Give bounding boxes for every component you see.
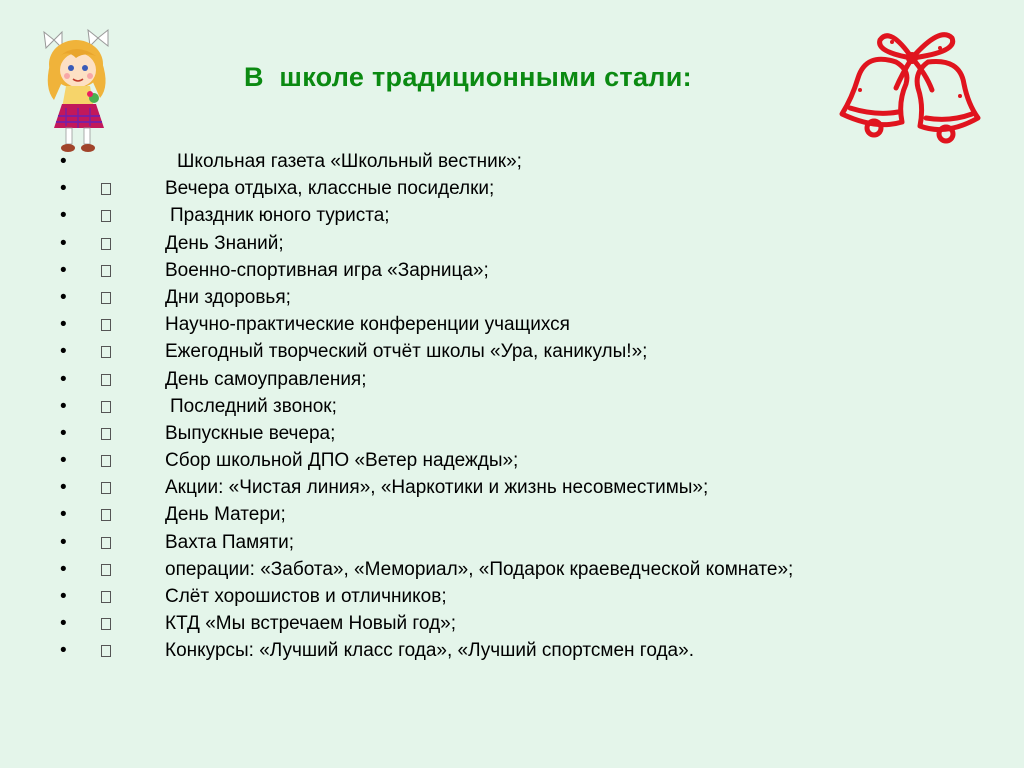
list-item: [0, 311, 1024, 338]
list-item: [0, 583, 1024, 610]
list-item-text: Ежегодный творческий отчёт школы «Ура, каникулы!»;: [165, 341, 648, 363]
bullet: •: [60, 314, 67, 336]
missing-glyph-icon: [101, 238, 111, 250]
bells-illustration: [836, 18, 986, 148]
list-item: [0, 230, 1024, 257]
list-item-text: Акции: «Чистая линия», «Наркотики и жизнь несовместимы»;: [165, 477, 709, 499]
list-item: [0, 393, 1024, 420]
list-item-text: Военно-спортивная игра «Зарница»;: [165, 259, 489, 281]
missing-glyph-icon: [101, 618, 111, 630]
bullet: •: [60, 286, 67, 308]
slide-title: В школе традиционными стали:: [244, 62, 692, 92]
missing-glyph-icon: [101, 564, 111, 576]
list-item: [0, 474, 1024, 501]
list-item-text: Научно-практические конференции учащихся: [165, 314, 570, 336]
list-item-text: Последний звонок;: [170, 395, 337, 417]
list-item-text: Конкурсы: «Лучший класс года», «Лучший спортсмен года».: [165, 640, 694, 662]
bullet: •: [60, 477, 67, 499]
bullet: •: [60, 151, 67, 172]
bullet: •: [60, 259, 67, 281]
list-item: [0, 556, 1024, 583]
list-item: [0, 420, 1024, 447]
bullet: •: [60, 640, 67, 662]
missing-glyph-icon: [101, 265, 111, 277]
missing-glyph-icon: [101, 183, 111, 195]
list-item: [0, 257, 1024, 284]
bullet: •: [60, 504, 67, 526]
list-item: [0, 529, 1024, 556]
list-item-text: День Знаний;: [165, 232, 284, 254]
missing-glyph-icon: [101, 645, 111, 657]
list-item-text: Сбор школьной ДПО «Ветер надежды»;: [165, 450, 519, 472]
list-item-text: КТД «Мы встречаем Новый год»;: [165, 613, 457, 635]
missing-glyph-icon: [101, 482, 111, 494]
missing-glyph-icon: [101, 210, 111, 222]
list-item: [0, 637, 1024, 664]
missing-glyph-icon: [101, 374, 111, 386]
bullet: •: [60, 395, 67, 417]
list-item-text: Школьная газета «Школьный вестник»;: [177, 151, 522, 172]
list-item: [0, 501, 1024, 528]
bullet: •: [60, 558, 67, 580]
list-item: [0, 202, 1024, 229]
missing-glyph-icon: [101, 428, 111, 440]
traditions-list: [0, 148, 1024, 665]
bullet: •: [60, 422, 67, 444]
list-item: [0, 366, 1024, 393]
missing-glyph-icon: [101, 346, 111, 358]
list-item-text: День самоуправления;: [165, 368, 367, 390]
missing-glyph-icon: [101, 509, 111, 521]
bullet: •: [60, 586, 67, 607]
bullet: •: [60, 368, 67, 390]
list-item-text: операции: «Забота», «Мемориал», «Подарок краеведческой комнате»;: [165, 558, 794, 580]
bullet: •: [60, 613, 67, 635]
missing-glyph-icon: [101, 292, 111, 304]
bullet: •: [60, 232, 67, 254]
missing-glyph-icon: [101, 319, 111, 331]
missing-glyph-icon: [101, 401, 111, 413]
list-item: [0, 284, 1024, 311]
list-item: [0, 338, 1024, 365]
missing-glyph-icon: [101, 591, 111, 603]
list-item-text: Дни здоровья;: [165, 286, 291, 308]
girl-illustration: [40, 28, 120, 156]
list-item-text: Выпускные вечера;: [165, 422, 336, 444]
missing-glyph-icon: [101, 537, 111, 549]
list-item: [0, 175, 1024, 202]
list-item-text: День Матери;: [165, 504, 286, 526]
bullet: •: [60, 205, 67, 227]
bullet: •: [60, 450, 67, 472]
missing-glyph-icon: [101, 455, 111, 467]
list-item-text: Вечера отдыха, классные посиделки;: [165, 178, 495, 200]
list-item: [0, 148, 1024, 175]
bullet: •: [60, 531, 67, 553]
list-item: [0, 447, 1024, 474]
list-item: [0, 610, 1024, 637]
list-item-text: Вахта Памяти;: [165, 531, 295, 553]
list-item-text: Праздник юного туриста;: [170, 205, 390, 227]
bullet: •: [60, 178, 67, 200]
list-item-text: Слёт хорошистов и отличников;: [165, 586, 447, 607]
bullet: •: [60, 341, 67, 363]
